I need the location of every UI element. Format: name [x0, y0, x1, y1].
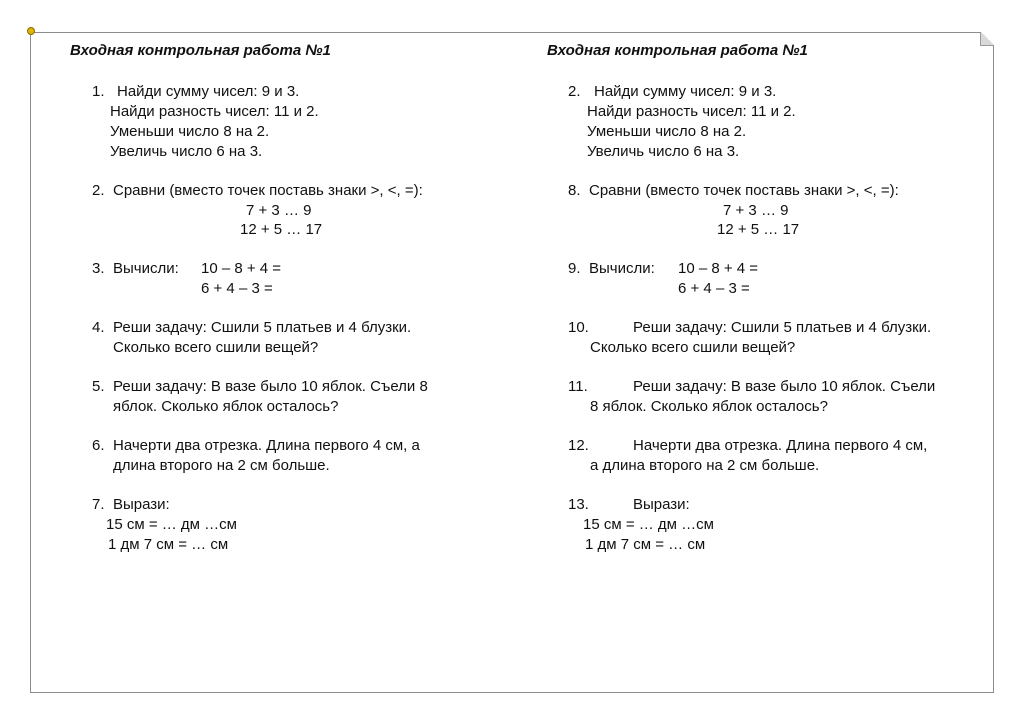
expression: 6 + 4 – 3 =	[201, 280, 273, 297]
question-text: Реши задачу: Сшили 5 платьев и 4 блузки.	[113, 319, 412, 336]
question-text: Реши задачу: В вазе было 10 яблок. Съели 8	[113, 378, 428, 395]
question-number: 12.	[568, 437, 589, 454]
question-number: 9.	[568, 260, 581, 277]
question-text: Реши задачу: В вазе было 10 яблок. Съели	[633, 378, 936, 395]
pin-icon	[27, 27, 35, 35]
question-text: Начерти два отрезка. Длина первого 4 см,	[633, 437, 928, 454]
expression: 10 – 8 + 4 =	[678, 260, 759, 277]
expression: 1 дм 7 см = … см	[108, 536, 229, 553]
question-number: 8.	[568, 182, 581, 199]
expression: 10 – 8 + 4 =	[201, 260, 282, 277]
expression: 7 + 3 … 9	[246, 202, 312, 219]
question-number: 2.	[568, 83, 581, 100]
question-number: 10.	[568, 319, 589, 336]
question-text: Сколько всего сшили вещей?	[590, 339, 796, 356]
question-text: Реши задачу: Сшили 5 платьев и 4 блузки.	[633, 319, 932, 336]
question-number: 7.	[92, 496, 105, 513]
expression: 15 см = … дм …см	[106, 516, 237, 533]
expression: 6 + 4 – 3 =	[678, 280, 750, 297]
expression: 15 см = … дм …см	[583, 516, 714, 533]
question-text: 8 яблок. Сколько яблок осталось?	[590, 398, 828, 415]
question-text: Сравни (вместо точек поставь знаки >, <, =):	[589, 182, 899, 199]
page-title: Входная контрольная работа №1	[70, 42, 331, 59]
question-text: Вычисли:	[589, 260, 655, 277]
expression: 1 дм 7 см = … см	[585, 536, 706, 553]
question-number: 5.	[92, 378, 105, 395]
question-text: Увеличь число 6 на 3.	[587, 143, 740, 160]
question-text: Вырази:	[113, 496, 170, 513]
question-number: 1.	[92, 83, 105, 100]
question-text: Уменьши число 8 на 2.	[587, 123, 747, 140]
question-number: 4.	[92, 319, 105, 336]
expression: 7 + 3 … 9	[723, 202, 789, 219]
question-text: Уменьши число 8 на 2.	[110, 123, 270, 140]
question-text: длина второго на 2 см больше.	[113, 457, 330, 474]
question-text: Найди сумму чисел: 9 и 3.	[117, 83, 300, 100]
question-number: 11.	[568, 378, 588, 395]
question-text: Найди разность чисел: 11 и 2.	[587, 103, 796, 120]
question-number: 13.	[568, 496, 589, 513]
question-text: Вычисли:	[113, 260, 179, 277]
expression: 12 + 5 … 17	[240, 221, 323, 238]
page-title: Входная контрольная работа №1	[547, 42, 808, 59]
question-text: Сколько всего сшили вещей?	[113, 339, 319, 356]
expression: 12 + 5 … 17	[717, 221, 800, 238]
question-number: 3.	[92, 260, 105, 277]
question-number: 6.	[92, 437, 105, 454]
question-text: Вырази:	[633, 496, 690, 513]
question-text: Начерти два отрезка. Длина первого 4 см, а	[113, 437, 420, 454]
question-text: а длина второго на 2 см больше.	[590, 457, 820, 474]
page-fold-corner	[980, 32, 994, 46]
question-text: Увеличь число 6 на 3.	[110, 143, 263, 160]
question-text: Найди сумму чисел: 9 и 3.	[594, 83, 777, 100]
question-text: яблок. Сколько яблок осталось?	[113, 398, 339, 415]
question-number: 2.	[92, 182, 105, 199]
question-text: Найди разность чисел: 11 и 2.	[110, 103, 319, 120]
question-text: Сравни (вместо точек поставь знаки >, <, =):	[113, 182, 423, 199]
